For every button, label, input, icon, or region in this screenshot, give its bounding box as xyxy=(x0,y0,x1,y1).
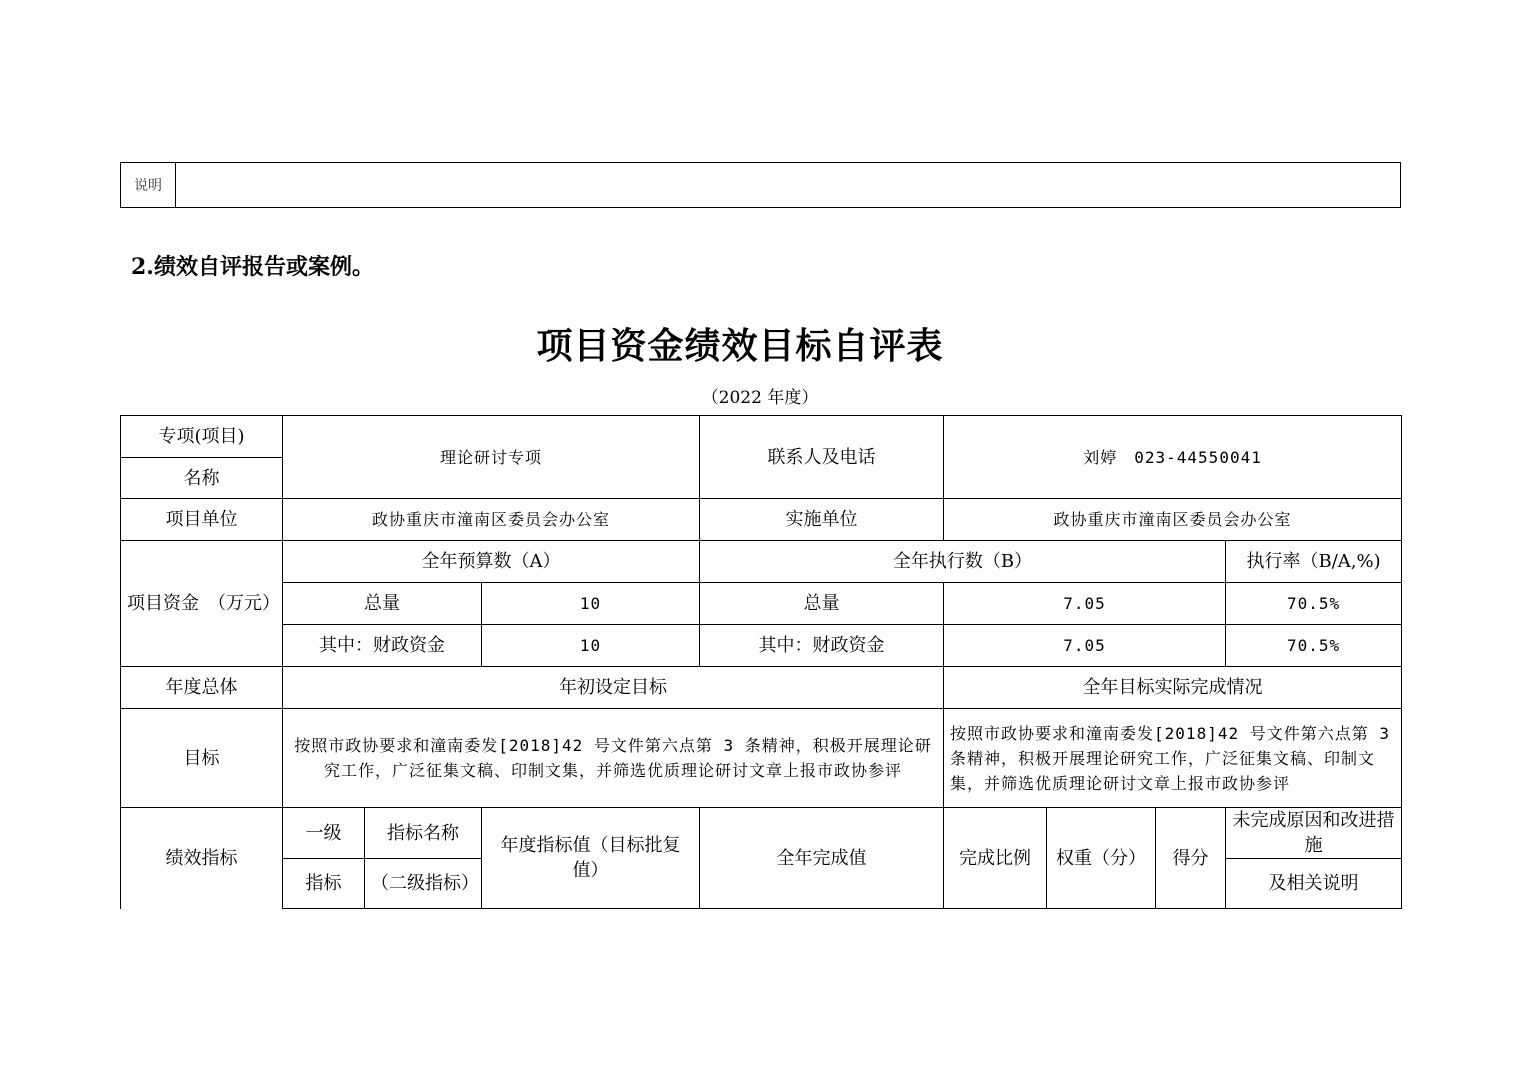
budget-header: 全年预算数（A） xyxy=(283,541,700,583)
project-name-label-bottom: 名称 xyxy=(121,458,283,499)
project-name-value: 理论研讨专项 xyxy=(283,416,700,499)
kpi-label: 绩效指标 xyxy=(121,808,283,909)
fiscal-exec-label: 其中：财政资金 xyxy=(700,625,944,667)
fiscal-rate-value: 70.5% xyxy=(1226,625,1402,667)
actual-completion-header: 全年目标实际完成情况 xyxy=(944,667,1402,709)
project-name-label-top: 专项(项目) xyxy=(121,416,283,458)
impl-unit-label: 实施单位 xyxy=(700,499,944,541)
funds-label: 项目资金 （万元） xyxy=(121,541,283,667)
weight-header: 权重（分） xyxy=(1047,808,1156,909)
year-subtitle: （2022 年度） xyxy=(701,388,819,408)
reason-header-top: 未完成原因和改进措施 xyxy=(1226,808,1402,859)
note-value xyxy=(176,163,1401,208)
contact-value: 刘婷 023-44550041 xyxy=(944,416,1402,499)
initial-goal-text: 按照市政协要求和潼南委发[2018]42 号文件第六点第 3 条精神，积极开展理论研究工作，广泛征集文稿、印制文集，并筛选优质理论研讨文章上报市政协参评 xyxy=(283,709,944,808)
score-header: 得分 xyxy=(1156,808,1226,909)
total-exec-value: 7.05 xyxy=(944,583,1226,625)
level1-header-top: 一级 xyxy=(283,808,365,859)
annual-complete-header: 全年完成值 xyxy=(700,808,944,909)
project-unit-label: 项目单位 xyxy=(121,499,283,541)
note-table xyxy=(120,162,1401,208)
annual-overall-label: 年度总体 xyxy=(121,667,283,709)
page-title: 项目资金绩效目标自评表 xyxy=(536,325,944,367)
note-label: 说明 xyxy=(121,163,176,208)
fiscal-exec-value: 7.05 xyxy=(944,625,1226,667)
initial-goal-header: 年初设定目标 xyxy=(283,667,944,709)
fiscal-budget-value: 10 xyxy=(482,625,700,667)
total-rate-value: 70.5% xyxy=(1226,583,1402,625)
section-heading: 2.绩效自评报告或案例。 xyxy=(131,254,374,280)
reason-header-bottom: 及相关说明 xyxy=(1226,859,1402,909)
exec-header: 全年执行数（B） xyxy=(700,541,1226,583)
self-evaluation-table xyxy=(120,415,1402,909)
indicator-name-header-top: 指标名称 xyxy=(365,808,482,859)
indicator-name-header-bottom: （二级指标） xyxy=(365,859,482,909)
annual-target-header: 年度指标值（目标批复值） xyxy=(482,808,700,909)
total-exec-label: 总量 xyxy=(700,583,944,625)
rate-header: 执行率（B/A,%) xyxy=(1226,541,1402,583)
contact-label: 联系人及电话 xyxy=(700,416,944,499)
goal-label: 目标 xyxy=(121,709,283,808)
level1-header-bottom: 指标 xyxy=(283,859,365,909)
impl-unit-value: 政协重庆市潼南区委员会办公室 xyxy=(944,499,1402,541)
project-unit-value: 政协重庆市潼南区委员会办公室 xyxy=(283,499,700,541)
completion-ratio-header: 完成比例 xyxy=(944,808,1047,909)
total-budget-label: 总量 xyxy=(283,583,482,625)
actual-completion-text: 按照市政协要求和潼南委发[2018]42 号文件第六点第 3 条精神，积极开展理论研究工作，广泛征集文稿、印制文集，并筛选优质理论研讨文章上报市政协参评 xyxy=(944,709,1402,808)
fiscal-budget-label: 其中：财政资金 xyxy=(283,625,482,667)
total-budget-value: 10 xyxy=(482,583,700,625)
